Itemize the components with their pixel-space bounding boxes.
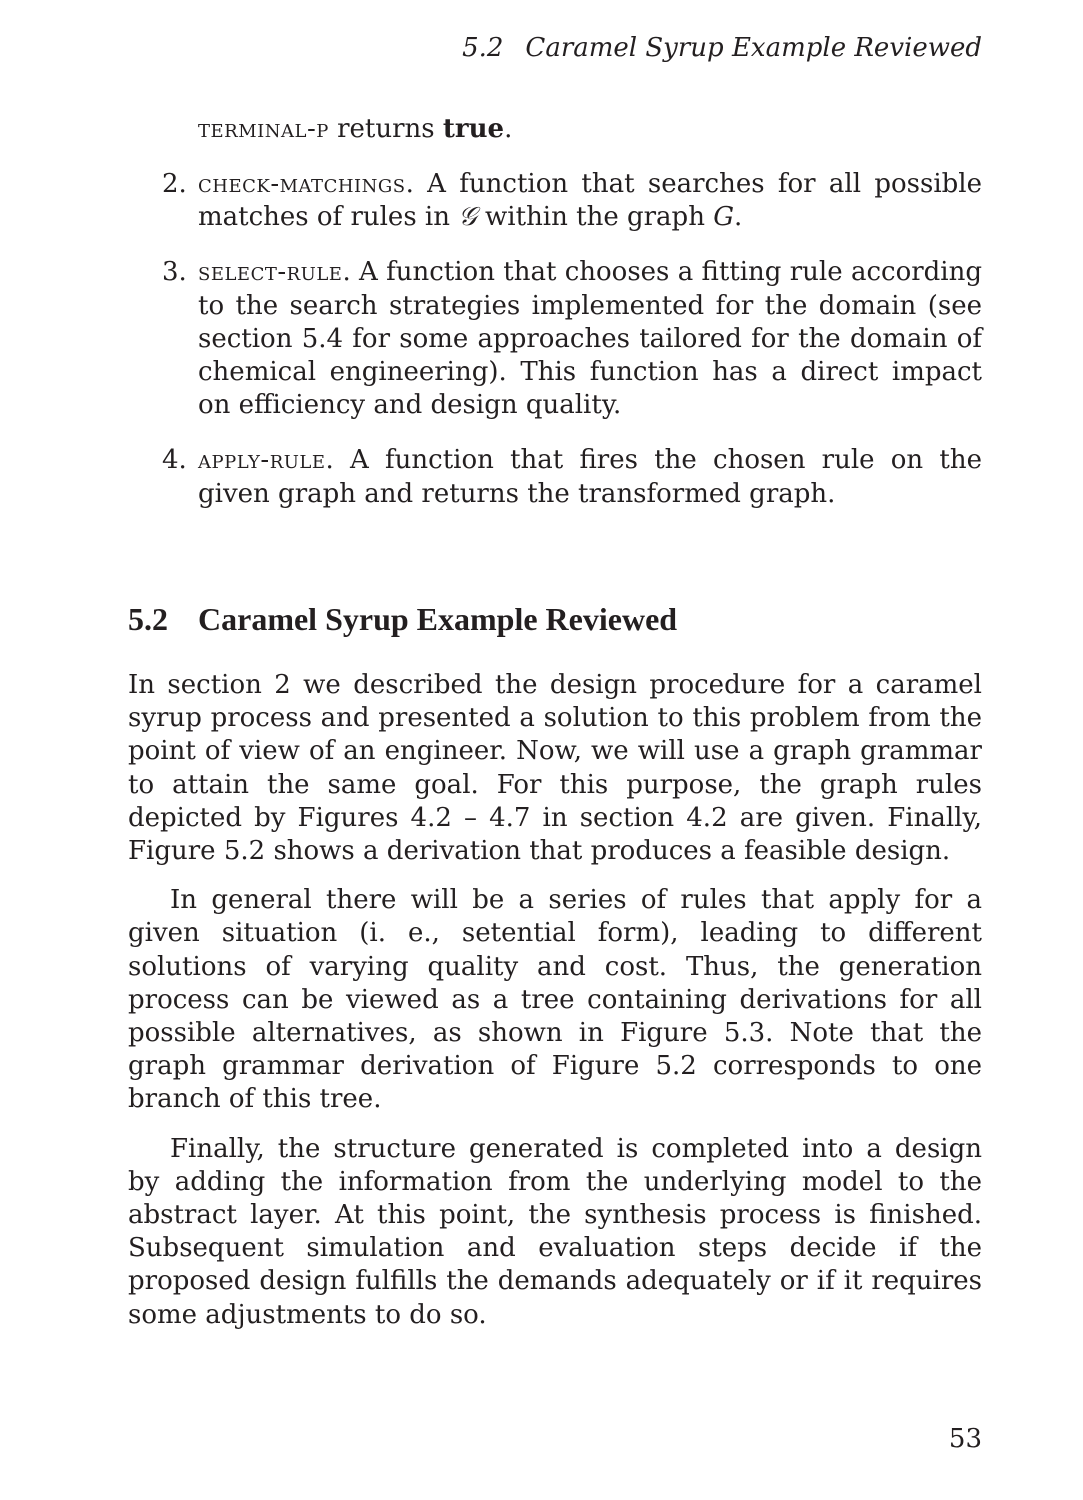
continuation-text: returns <box>337 114 435 144</box>
list-item: 3. select-rule. A function that chooses a fitting rule according to the search strategies implemented for the domain (see section 5.4 for some approaches tailored for the domain of chemical engineering). This function has a direct impact on efficiency and design quality. <box>162 257 982 421</box>
function-list <box>128 168 982 533</box>
function-name-terminal-p: terminal-p <box>198 114 329 144</box>
script-g-symbol: 𝒢 <box>458 202 477 233</box>
list-continuation-line: terminal-p returns true. <box>198 114 513 144</box>
paragraph: In section 2 we described the design procedure for a caramel syrup process and presented a solution to this problem from the point of view of an engineer. Now, we will use a graph grammar to attain the same goal. For this purpose, the graph rules depicted by Figures 4.2 – 4.7 in section 4.2 are given. Finally, Figure 5.2 shows a derivation that produces a feasible design. <box>128 670 982 867</box>
running-head-title: Caramel Syrup Example Reviewed <box>525 33 982 63</box>
function-name: select-rule <box>198 257 343 288</box>
running-head <box>462 33 982 63</box>
running-head-number: 5.2 <box>462 33 504 63</box>
function-name: check-matchings <box>198 169 406 199</box>
graph-g-symbol: G <box>713 202 734 233</box>
list-marker: 4. <box>162 445 187 476</box>
function-name: apply-rule <box>198 445 326 476</box>
list-marker: 3. <box>162 257 187 288</box>
book-page <box>128 0 982 1500</box>
section-title: Caramel Syrup Example Reviewed <box>198 601 678 637</box>
section-heading <box>128 601 677 638</box>
list-item: 4. apply-rule. A function that fires the chosen rule on the given graph and returns the transformed graph. <box>162 445 982 509</box>
paragraph: In general there will be a series of rules that apply for a given situation (i. e., setential form), leading to different solutions of varying quality and cost. Thus, the generation process can be viewed as a tree containing derivations for all possible alternatives, as shown in Figure 5.3. Note that the graph grammar derivation of Figure 5.2 corresponds to one branch of this tree. <box>128 885 982 1115</box>
list-marker: 2. <box>162 169 187 199</box>
continuation-bold: true <box>442 114 505 144</box>
list-item: 2. check-matchings. A function that searches for all possible matches of rules in 𝒢 within the graph G. <box>162 169 982 233</box>
section-body <box>128 669 982 1348</box>
section-number: 5.2 <box>128 601 168 637</box>
paragraph: Finally, the structure generated is completed into a design by adding the information from the underlying model to the abstract layer. At this point, the synthesis process is finished. Subsequent simulation and evaluation steps decide if the proposed design fulfills the demands adequately or if it requires some adjustments to do so. <box>128 1133 982 1330</box>
page-number: 53 <box>948 1424 982 1454</box>
